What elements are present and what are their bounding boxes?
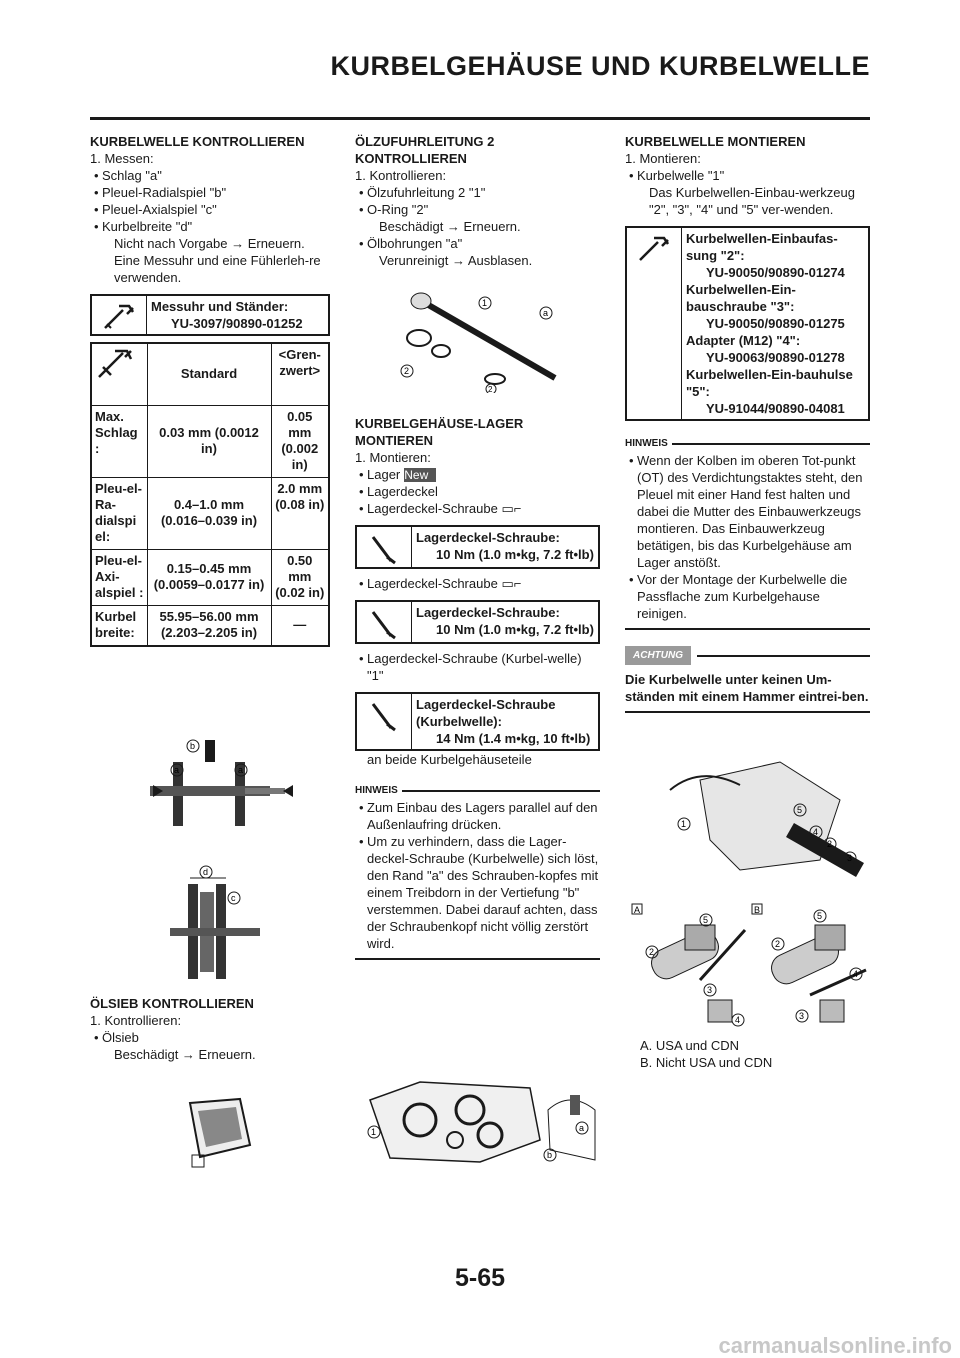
caution-text: Die Kurbelwelle unter keinen Um-ständen mit einem Hammer eintrei-ben. bbox=[625, 672, 869, 704]
note-item: • Wenn der Kolben im oberen Tot-punkt (OT) des Verdichtungstaktes steht, den Pleuel mit einer Hand fest halten und dabei die Mutter des Einbauwerkzeugs montieren. Das Einbauwerkzeug betätigen, bis das Kurbelgehäuse am Lager anstößt. bbox=[625, 452, 870, 571]
svg-text:5: 5 bbox=[817, 911, 823, 921]
torque-value: 10 Nm (1.0 m•kg, 7.2 ft•lb) bbox=[436, 547, 594, 562]
section-title-crankshaft-check: KURBELWELLE KONTROLLIEREN bbox=[90, 134, 305, 149]
table-row bbox=[91, 405, 329, 477]
note-damaged: Beschädigt → Erneuern. bbox=[114, 1047, 256, 1062]
svg-text:3: 3 bbox=[847, 853, 853, 863]
caliper-icon bbox=[91, 343, 147, 405]
wrench-icon bbox=[92, 296, 147, 334]
torque-wrench-icon bbox=[357, 602, 412, 642]
svg-text:b: b bbox=[190, 741, 196, 751]
torque-spec-2 bbox=[355, 600, 600, 644]
row-label: Kurbel breite: bbox=[91, 605, 147, 646]
step-install: 1. Montieren: bbox=[355, 450, 431, 465]
svg-text:5: 5 bbox=[797, 805, 803, 815]
locktite-icon: ▭⌐ bbox=[501, 576, 522, 591]
note-header bbox=[625, 435, 870, 452]
step-install-3: 1. Montieren: bbox=[625, 151, 701, 166]
bullet-oil-line: • Ölzufuhrleitung 2 "1" bbox=[355, 184, 600, 201]
note-oil-holes: Verunreinigt → Ausblasen. bbox=[379, 253, 533, 268]
bullet-strainer: • Ölsieb bbox=[90, 1029, 330, 1046]
row-standard: 0.03 mm (0.0012 in) bbox=[147, 405, 271, 477]
bullet-radial-play: • Pleuel-Radialspiel "b" bbox=[90, 184, 330, 201]
svg-text:4: 4 bbox=[735, 1015, 741, 1025]
bullet-axial-play: • Pleuel-Axialspiel "c" bbox=[90, 201, 330, 218]
oil-strainer-figure bbox=[180, 1095, 260, 1175]
page-number: 5-65 bbox=[454, 1264, 506, 1292]
row-standard: 0.4–1.0 mm (0.016–0.039 in) bbox=[147, 477, 271, 549]
bullet-bearing bbox=[355, 466, 600, 483]
tool-list-box bbox=[625, 226, 870, 421]
row-limit: — bbox=[271, 605, 329, 646]
oil-pipe-figure bbox=[395, 283, 565, 393]
bullet-runout: • Schlag "a" bbox=[90, 167, 330, 184]
caution-end-rule bbox=[625, 711, 870, 713]
torque-title: Lagerdeckel-Schraube: bbox=[416, 605, 560, 620]
svg-text:2: 2 bbox=[488, 385, 493, 393]
tool-number: YU-3097/90890-01252 bbox=[171, 316, 303, 331]
section-title-bearing: KURBELGEHÄUSE-LAGER MONTIEREN bbox=[355, 416, 524, 448]
crankshaft-runout-figure bbox=[145, 738, 295, 838]
row-standard: 0.15–0.45 mm (0.0059–0.0177 in) bbox=[147, 549, 271, 605]
legend-b: B. Nicht USA und CDN bbox=[640, 1055, 773, 1070]
note-item: • Vor der Montage der Kurbelwelle die Passflache zum Kurbelgehause reinigen. bbox=[625, 571, 870, 622]
svg-text:b: b bbox=[547, 1150, 553, 1160]
note-tool-use: Das Kurbelwellen-Einbau-werkzeug "2", "3", "4" und "5" ver-wenden. bbox=[649, 185, 855, 217]
column-1 bbox=[90, 133, 330, 647]
note-item: • Zum Einbau des Lagers parallel auf den Außenlaufring drücken. bbox=[355, 799, 600, 833]
row-label: Pleu-el- Ra-dialspi el: bbox=[91, 477, 147, 549]
row-limit: 0.50 mm (0.02 in) bbox=[271, 549, 329, 605]
svg-text:a: a bbox=[174, 765, 180, 775]
page-title: KURBELGEHÄUSE UND KURBELWELLE bbox=[330, 51, 870, 81]
locktite-icon: ▭⌐ bbox=[501, 501, 522, 516]
tool-spec-box bbox=[90, 294, 330, 336]
row-label: Max. Schlag : bbox=[91, 405, 147, 477]
crankcase-figure bbox=[360, 1080, 605, 1165]
note-o-ring: Beschädigt → Erneuern. bbox=[379, 219, 521, 234]
svg-text:c: c bbox=[231, 893, 236, 903]
tool-number: YU-91044/90890-04081 bbox=[706, 401, 845, 416]
torque-title: Lagerdeckel-Schraube: bbox=[416, 530, 560, 545]
note-end-rule bbox=[625, 628, 870, 630]
svg-text:1: 1 bbox=[681, 819, 687, 829]
caution-header bbox=[625, 646, 870, 665]
row-limit: 2.0 mm (0.08 in) bbox=[271, 477, 329, 549]
table-row bbox=[91, 549, 329, 605]
bullet-crank-bolt: • Lagerdeckel-Schraube (Kurbel-welle) "1" bbox=[355, 650, 600, 684]
step-check: 1. Kontrollieren: bbox=[90, 1013, 182, 1028]
note-label: HINWEIS bbox=[625, 438, 668, 449]
row-standard: 55.95–56.00 mm (2.203–2.205 in) bbox=[147, 605, 271, 646]
tool-variants-figure bbox=[630, 900, 870, 1030]
section-title-oil-strainer: ÖLSIEB KONTROLLIEREN bbox=[90, 996, 254, 1011]
tool-name: Kurbelwellen-Ein-bauschraube "3": bbox=[686, 282, 796, 314]
row-limit: 0.05 mm (0.002 in) bbox=[271, 405, 329, 477]
bearing-section bbox=[355, 415, 600, 960]
oil-strainer-section bbox=[90, 995, 330, 1063]
tool-title: Messuhr und Ständer: bbox=[151, 299, 289, 314]
note-item: • Um zu verhindern, dass die Lager-deckel-Schraube (Kurbelwelle) sich löst, den Rand "a" des Schrauben-kopfes mit einem Treibdorn in der Vertiefung "b" verstemmen. Dabei darauf achten, dass der Schraubenkopf nicht völlig zerstört wird. bbox=[355, 833, 600, 952]
header-limit: <Gren-zwert> bbox=[271, 343, 329, 405]
step-check-2: 1. Kontrollieren: bbox=[355, 168, 447, 183]
bearing-label: Lager bbox=[367, 467, 401, 482]
table-row bbox=[91, 477, 329, 549]
crank-install-figure bbox=[660, 760, 870, 890]
torque-value: 14 Nm (1.4 m•kg, 10 ft•lb) bbox=[436, 731, 591, 746]
svg-text:2: 2 bbox=[775, 939, 781, 949]
bullet-oil-holes: • Ölbohrungen "a" bbox=[355, 235, 600, 252]
figure-legend bbox=[640, 1037, 870, 1071]
new-badge: New bbox=[404, 468, 436, 482]
row-label: Pleu-el- Axi-alspiel : bbox=[91, 549, 147, 605]
torque-spec-3 bbox=[355, 692, 600, 751]
bullet-cover-bolt-2 bbox=[355, 575, 600, 592]
svg-text:1: 1 bbox=[371, 1127, 377, 1137]
column-2 bbox=[355, 133, 600, 269]
tool-number: YU-90050/90890-01275 bbox=[706, 316, 845, 331]
note-label: HINWEIS bbox=[355, 785, 398, 796]
note-replace: Nicht nach Vorgabe → Erneuern. bbox=[114, 236, 305, 251]
caution-tag: ACHTUNG bbox=[625, 646, 691, 665]
bullet-cover-bolt-1 bbox=[355, 500, 600, 517]
svg-text:5: 5 bbox=[703, 915, 709, 925]
tool-name: Kurbelwellen-Ein-bauhulse "5": bbox=[686, 367, 853, 399]
cover-bolt-label: Lagerdeckel-Schraube bbox=[367, 501, 498, 516]
wrench-icon bbox=[627, 228, 682, 419]
svg-text:4: 4 bbox=[813, 827, 819, 837]
torque-value: 10 Nm (1.0 m•kg, 7.2 ft•lb) bbox=[436, 622, 594, 637]
watermark: carmanualsonline.info bbox=[718, 1333, 952, 1358]
svg-text:A: A bbox=[634, 905, 641, 915]
tool-name: Adapter (M12) "4": bbox=[686, 333, 801, 348]
torque-spec-1 bbox=[355, 525, 600, 569]
step-measure: 1. Messen: bbox=[90, 151, 154, 166]
svg-text:a: a bbox=[238, 765, 244, 775]
svg-text:1: 1 bbox=[482, 298, 488, 308]
tool-number: YU-90063/90890-01278 bbox=[706, 350, 845, 365]
svg-text:d: d bbox=[203, 867, 209, 877]
svg-text:3: 3 bbox=[799, 1011, 805, 1021]
svg-text:a: a bbox=[579, 1123, 585, 1133]
title-rule bbox=[90, 117, 870, 120]
torque-wrench-icon bbox=[357, 694, 412, 749]
note-tools: Eine Messuhr und eine Fühlerleh-re verwenden. bbox=[114, 253, 321, 285]
tool-name: Kurbelwellen-Einbaufas-sung "2": bbox=[686, 231, 838, 263]
bullet-width: • Kurbelbreite "d" bbox=[90, 218, 330, 235]
note-end-rule bbox=[355, 958, 600, 960]
svg-text:2: 2 bbox=[827, 839, 833, 849]
section-title-oil-line: ÖLZUFUHRLEITUNG 2 KONTROLLIEREN bbox=[355, 134, 495, 166]
cover-bolt-label: Lagerdeckel-Schraube bbox=[367, 576, 498, 591]
svg-text:2: 2 bbox=[649, 947, 655, 957]
bullet-o-ring: • O-Ring "2" bbox=[355, 201, 600, 218]
table-row bbox=[91, 605, 329, 646]
tool-number: YU-90050/90890-01274 bbox=[706, 265, 845, 280]
svg-text:2: 2 bbox=[404, 366, 410, 376]
svg-text:a: a bbox=[543, 308, 549, 318]
bullet-crankshaft: • Kurbelwelle "1" bbox=[625, 167, 870, 184]
bullet-bearing-cover: • Lagerdeckel bbox=[355, 483, 600, 500]
svg-text:B: B bbox=[754, 905, 761, 915]
note-header bbox=[355, 782, 600, 799]
torque-wrench-icon bbox=[357, 527, 412, 567]
spec-table bbox=[90, 342, 330, 647]
crank-width-figure bbox=[170, 862, 270, 987]
header-standard: Standard bbox=[147, 343, 271, 405]
legend-a: A. USA und CDN bbox=[640, 1038, 739, 1053]
section-title-crank-install: KURBELWELLE MONTIEREN bbox=[625, 134, 806, 149]
svg-text:4: 4 bbox=[853, 969, 859, 979]
torque-title: Lagerdeckel-Schraube (Kurbelwelle): bbox=[416, 697, 556, 729]
column-3 bbox=[625, 133, 870, 713]
note-both-halves: an beide Kurbelgehäuseteile bbox=[367, 752, 532, 767]
svg-text:3: 3 bbox=[707, 985, 713, 995]
